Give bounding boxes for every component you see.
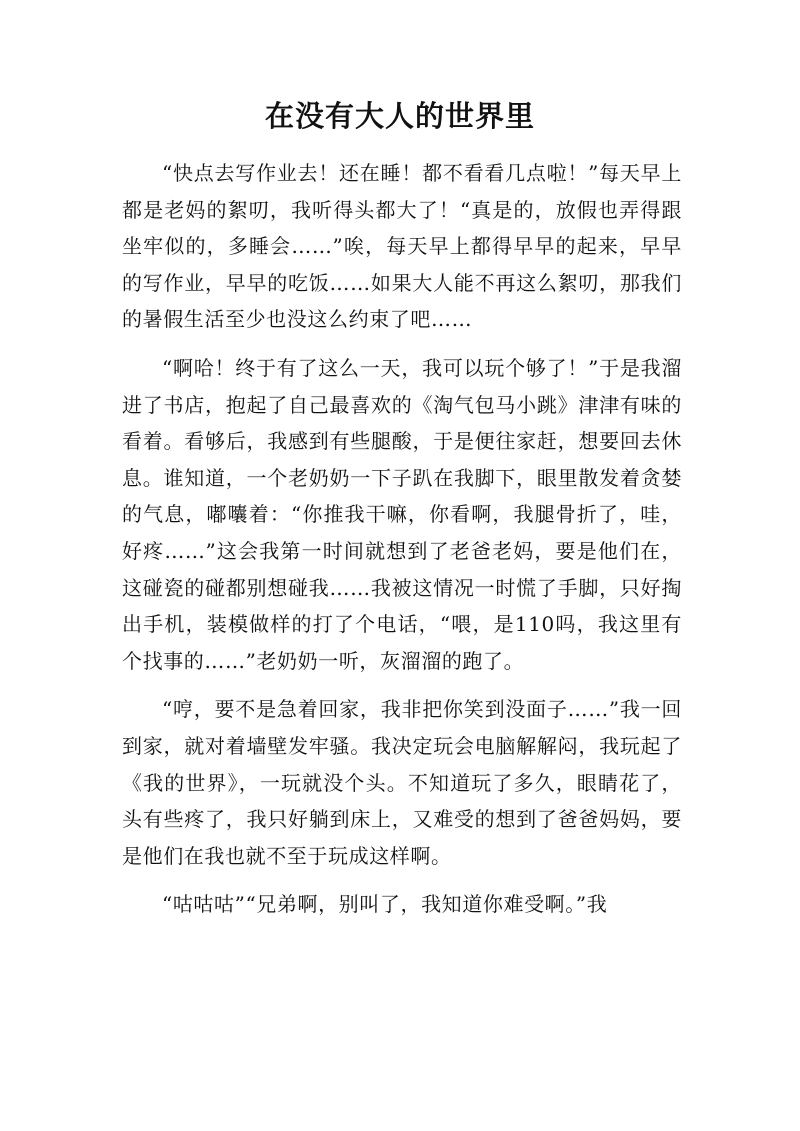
paragraph-1: “快点去写作业去！还在睡！都不看看几点啦！”每天早上都是老妈的絮叨，我听得头都大了！“真是的，放假也弄得跟坐牢似的，多睡会……”唉，每天早上都得早早的起来，早早的写作业，早早的吃饭……如果大人能不再这么絮叨，那我们的暑假生活至少也没这么约束了吧…… [122, 161, 682, 332]
document-title: 在没有大人的世界里 [264, 99, 535, 133]
paragraph-2: “啊哈！终于有了这么一天，我可以玩个够了！”于是我溜进了书店，抱起了自己最喜欢的《淘气包马小跳》津津有味的看着。看够后，我感到有些腿酸，于是便往家赶，想要回去休息。谁知道，一个老奶奶一下子趴在我脚下，眼里散发着贪婪的气息，嘟囔着：“你推我干嘛，你看啊，我腿骨折了，哇，好疼……”这会我第一时间就想到了老爸老妈，要是他们在，这碰瓷的碰都别想碰我……我被这情况一时慌了手脚，只好掏出手机，装模做样的打了个电话，“喂，是110吗，我这里有个找事的……”老奶奶一听，灰溜溜的跑了。 [122, 355, 682, 673]
paragraph-3: “哼，要不是急着回家，我非把你笑到没面子……”我一回到家，就对着墙壁发牢骚。我决定玩会电脑解解闷，我玩起了《我的世界》，一玩就没个头。不知道玩了多久，眼睛花了，头有些疼了，我只好躺到床上，又难受的想到了爸爸妈妈，要是他们在我也就不至于玩成这样啊。 [122, 697, 682, 868]
paragraph-4: “咕咕咕”“兄弟啊，别叫了，我知道你难受啊。”我 [162, 892, 608, 917]
document-body [122, 155, 682, 935]
